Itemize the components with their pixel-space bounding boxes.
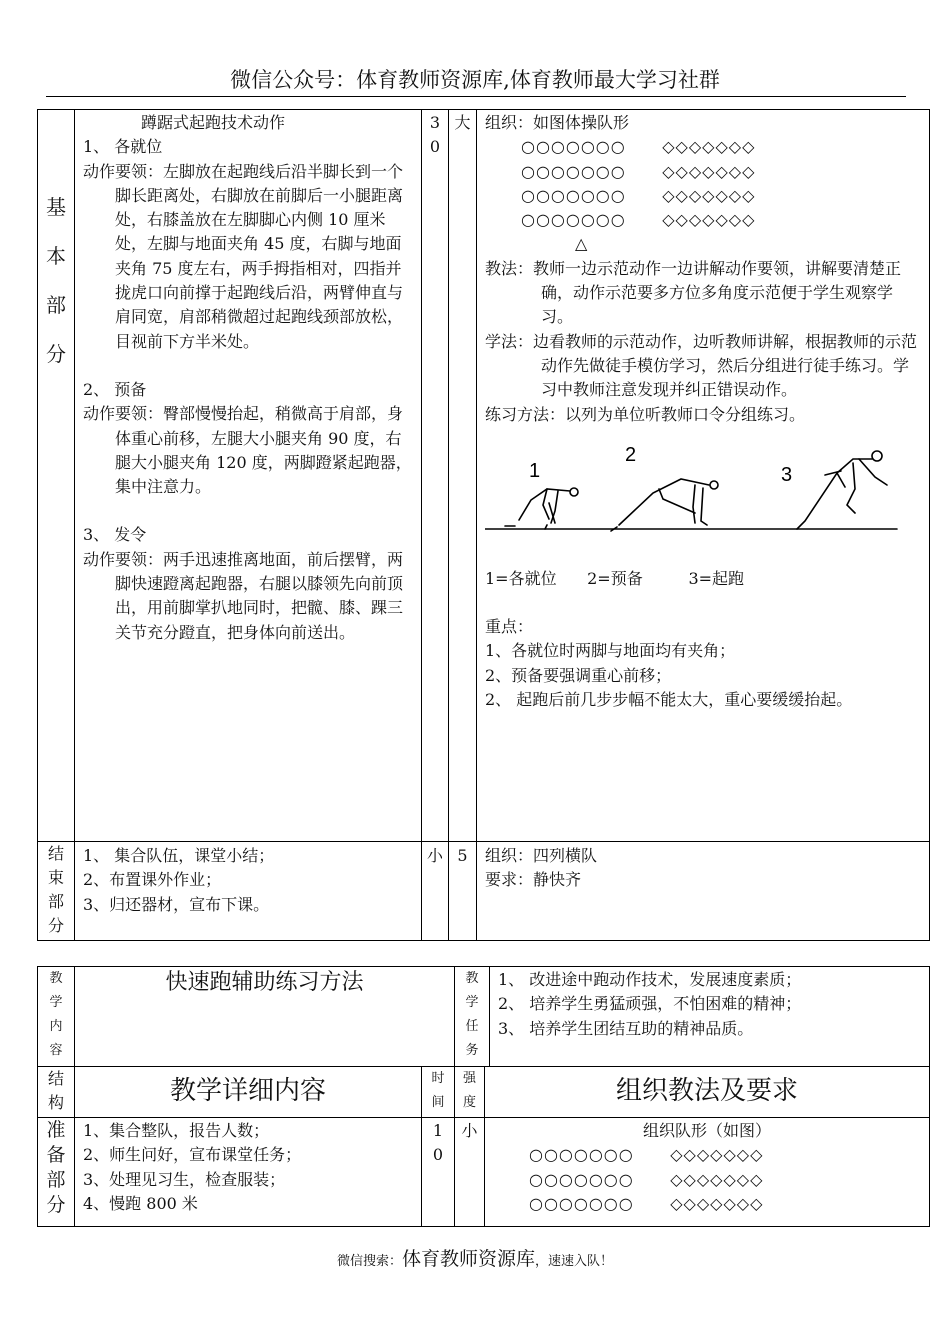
figure-2-set-icon xyxy=(611,479,718,531)
key-point: 2、预备要强调重心前移； xyxy=(485,665,672,685)
step2-body: 动作要领：臀部慢慢抬起，稍微高于肩部，身体重心前移，左腿大小腿夹角 90 度，右腿大小腿夹角 120 度，两脚蹬紧起跑器，集中注意力。 xyxy=(83,404,412,497)
formation-row: ○○○○○○○ ◇◇◇◇◇◇◇ xyxy=(529,1169,764,1189)
org-header: 组织教法及要求 xyxy=(485,1067,930,1118)
intensity-label: 强 度 xyxy=(455,1067,485,1118)
step3-title: 3、 发令 xyxy=(83,525,147,545)
footer-suffix: ，速速入队！ xyxy=(535,1254,614,1269)
teach-method: 教法：教师一边示范动作一边讲解动作要领，讲解要清楚正确，动作示范要多方位多角度示范便于学生观察学习。 xyxy=(485,258,902,327)
basic-content xyxy=(75,110,422,842)
basic-org xyxy=(477,110,930,842)
figure-number-2: 2 xyxy=(625,443,637,466)
prep-time: 1 0 xyxy=(422,1118,455,1227)
end-intensity: 5 xyxy=(449,842,477,941)
lesson-table-second xyxy=(37,966,930,1067)
prep-item: 3、处理见习生，检查服装； xyxy=(83,1169,286,1189)
lesson-table-third xyxy=(37,1066,930,1227)
practice-method: 练习方法：以列为单位听教师口令分组练习。 xyxy=(485,404,806,424)
basic-time: 3 0 xyxy=(422,110,449,842)
prep-item: 4、慢跑 800 米 xyxy=(83,1193,198,1213)
basic-title: 蹲踞式起跑技术动作 xyxy=(141,113,286,132)
detail-header: 教学详细内容 xyxy=(75,1067,422,1118)
step3-body: 动作要领：两手迅速推离地面，前后摆臂，两脚快速蹬离起跑器，右腿以膝领先向前顶出，用前脚掌扒地同时，把髋、膝、踝三关节充分蹬直，把身体向前送出。 xyxy=(83,549,404,642)
key-title: 重点： xyxy=(485,617,534,637)
prep-org xyxy=(485,1118,930,1227)
end-time: 小 xyxy=(422,842,449,941)
formation-row: ○○○○○○○ ◇◇◇◇◇◇◇ xyxy=(521,185,756,205)
task-item: 1、 改进途中跑动作技术，发展速度素质； xyxy=(498,970,802,989)
formation-row: ○○○○○○○ ◇◇◇◇◇◇◇ xyxy=(521,161,756,181)
formation-row: ○○○○○○○ ◇◇◇◇◇◇◇ xyxy=(529,1145,764,1165)
task-item: 2、 培养学生勇猛顽强，不怕困难的精神； xyxy=(498,994,802,1014)
end-requirement: 要求：静快齐 xyxy=(485,870,582,890)
formation-row: ○○○○○○○ ◇◇◇◇◇◇◇ xyxy=(529,1193,764,1213)
prep-item: 2、师生问好，宣布课堂任务； xyxy=(83,1145,302,1165)
learn-method: 学法：边看教师的示范动作，边听教师讲解，根据教师的示范动作先做徒手模仿学习，然后分组进行徒手练习。学习中教师注意发现并纠正错误动作。 xyxy=(485,331,918,400)
formation-row: ○○○○○○○ ◇◇◇◇◇◇◇ xyxy=(521,137,756,157)
footer-brand: 体育教师资源库 xyxy=(401,1248,535,1270)
figure-number-3: 3 xyxy=(781,463,793,486)
figure-3-go-icon xyxy=(797,451,887,529)
end-item: 3、归还器材，宣布下课。 xyxy=(83,894,270,914)
end-content xyxy=(75,842,422,941)
step1-title: 1、 各就位 xyxy=(83,137,163,157)
teacher-mark: △ xyxy=(575,234,588,254)
step1-body: 动作要领：左脚放在起跑线后沿半脚长到一个脚长距离处，右脚放在前脚后一小腿距离处，右膝盖放在左脚脚心内侧 10 厘米处，左脚与地面夹角 45 度，右脚与地面夹角 75 度左右，两手拇指相对，四指并拢虎口向前撑于起跑线后沿，两臂伸直与肩同宽，肩部稍微超过起跑线颈部放松，目视前下方半米处。 xyxy=(83,161,404,351)
prep-org-title: 组织队形（如图） xyxy=(642,1121,771,1140)
figure-number-1: 1 xyxy=(529,459,541,482)
figure-1-on-your-marks-icon xyxy=(505,488,578,529)
header-rule xyxy=(46,96,906,97)
time-label: 时 间 xyxy=(422,1067,455,1118)
end-org xyxy=(477,842,930,941)
prep-content xyxy=(75,1118,422,1227)
prep-section-label: 准 备 部 分 xyxy=(38,1118,75,1227)
org-title: 组织：如图体操队形 xyxy=(485,113,630,132)
prep-intensity: 小 xyxy=(455,1118,485,1227)
sprint-start-figure xyxy=(485,433,905,543)
end-item: 2、布置课外作业； xyxy=(83,870,222,890)
structure-label: 结 构 xyxy=(38,1067,75,1118)
basic-section-label: 基 本 部 分 xyxy=(38,110,75,842)
page-footer xyxy=(0,1244,950,1271)
task-list xyxy=(490,967,930,1067)
figure-legend: 1=各就位 2=预备 3=起跑 xyxy=(485,568,745,588)
step2-title: 2、 预备 xyxy=(83,379,147,399)
end-section-label: 结 束 部 分 xyxy=(38,842,75,941)
lesson-table-main xyxy=(37,109,930,941)
task-label: 教 学 任 务 xyxy=(455,967,490,1067)
page-header: 微信公众号：体育教师资源库,体育教师最大学习社群 xyxy=(230,68,720,92)
basic-intensity: 大 xyxy=(449,110,477,842)
key-point: 1、各就位时两脚与地面均有夹角； xyxy=(485,641,736,661)
formation-row: ○○○○○○○ ◇◇◇◇◇◇◇ xyxy=(521,210,756,230)
footer-prefix: 微信搜索： xyxy=(336,1254,402,1269)
content-title: 快速跑辅助练习方法 xyxy=(75,967,455,1067)
prep-item: 1、集合整队，报告人数； xyxy=(83,1121,270,1140)
content-label: 教 学 内 容 xyxy=(38,967,75,1067)
end-org-title: 组织：四列横队 xyxy=(485,846,598,865)
key-point: 2、 起跑后前几步步幅不能太大，重心要缓缓抬起。 xyxy=(485,690,853,710)
task-item: 3、 培养学生团结互助的精神品质。 xyxy=(498,1018,754,1038)
end-item: 1、 集合队伍，课堂小结； xyxy=(83,846,275,865)
